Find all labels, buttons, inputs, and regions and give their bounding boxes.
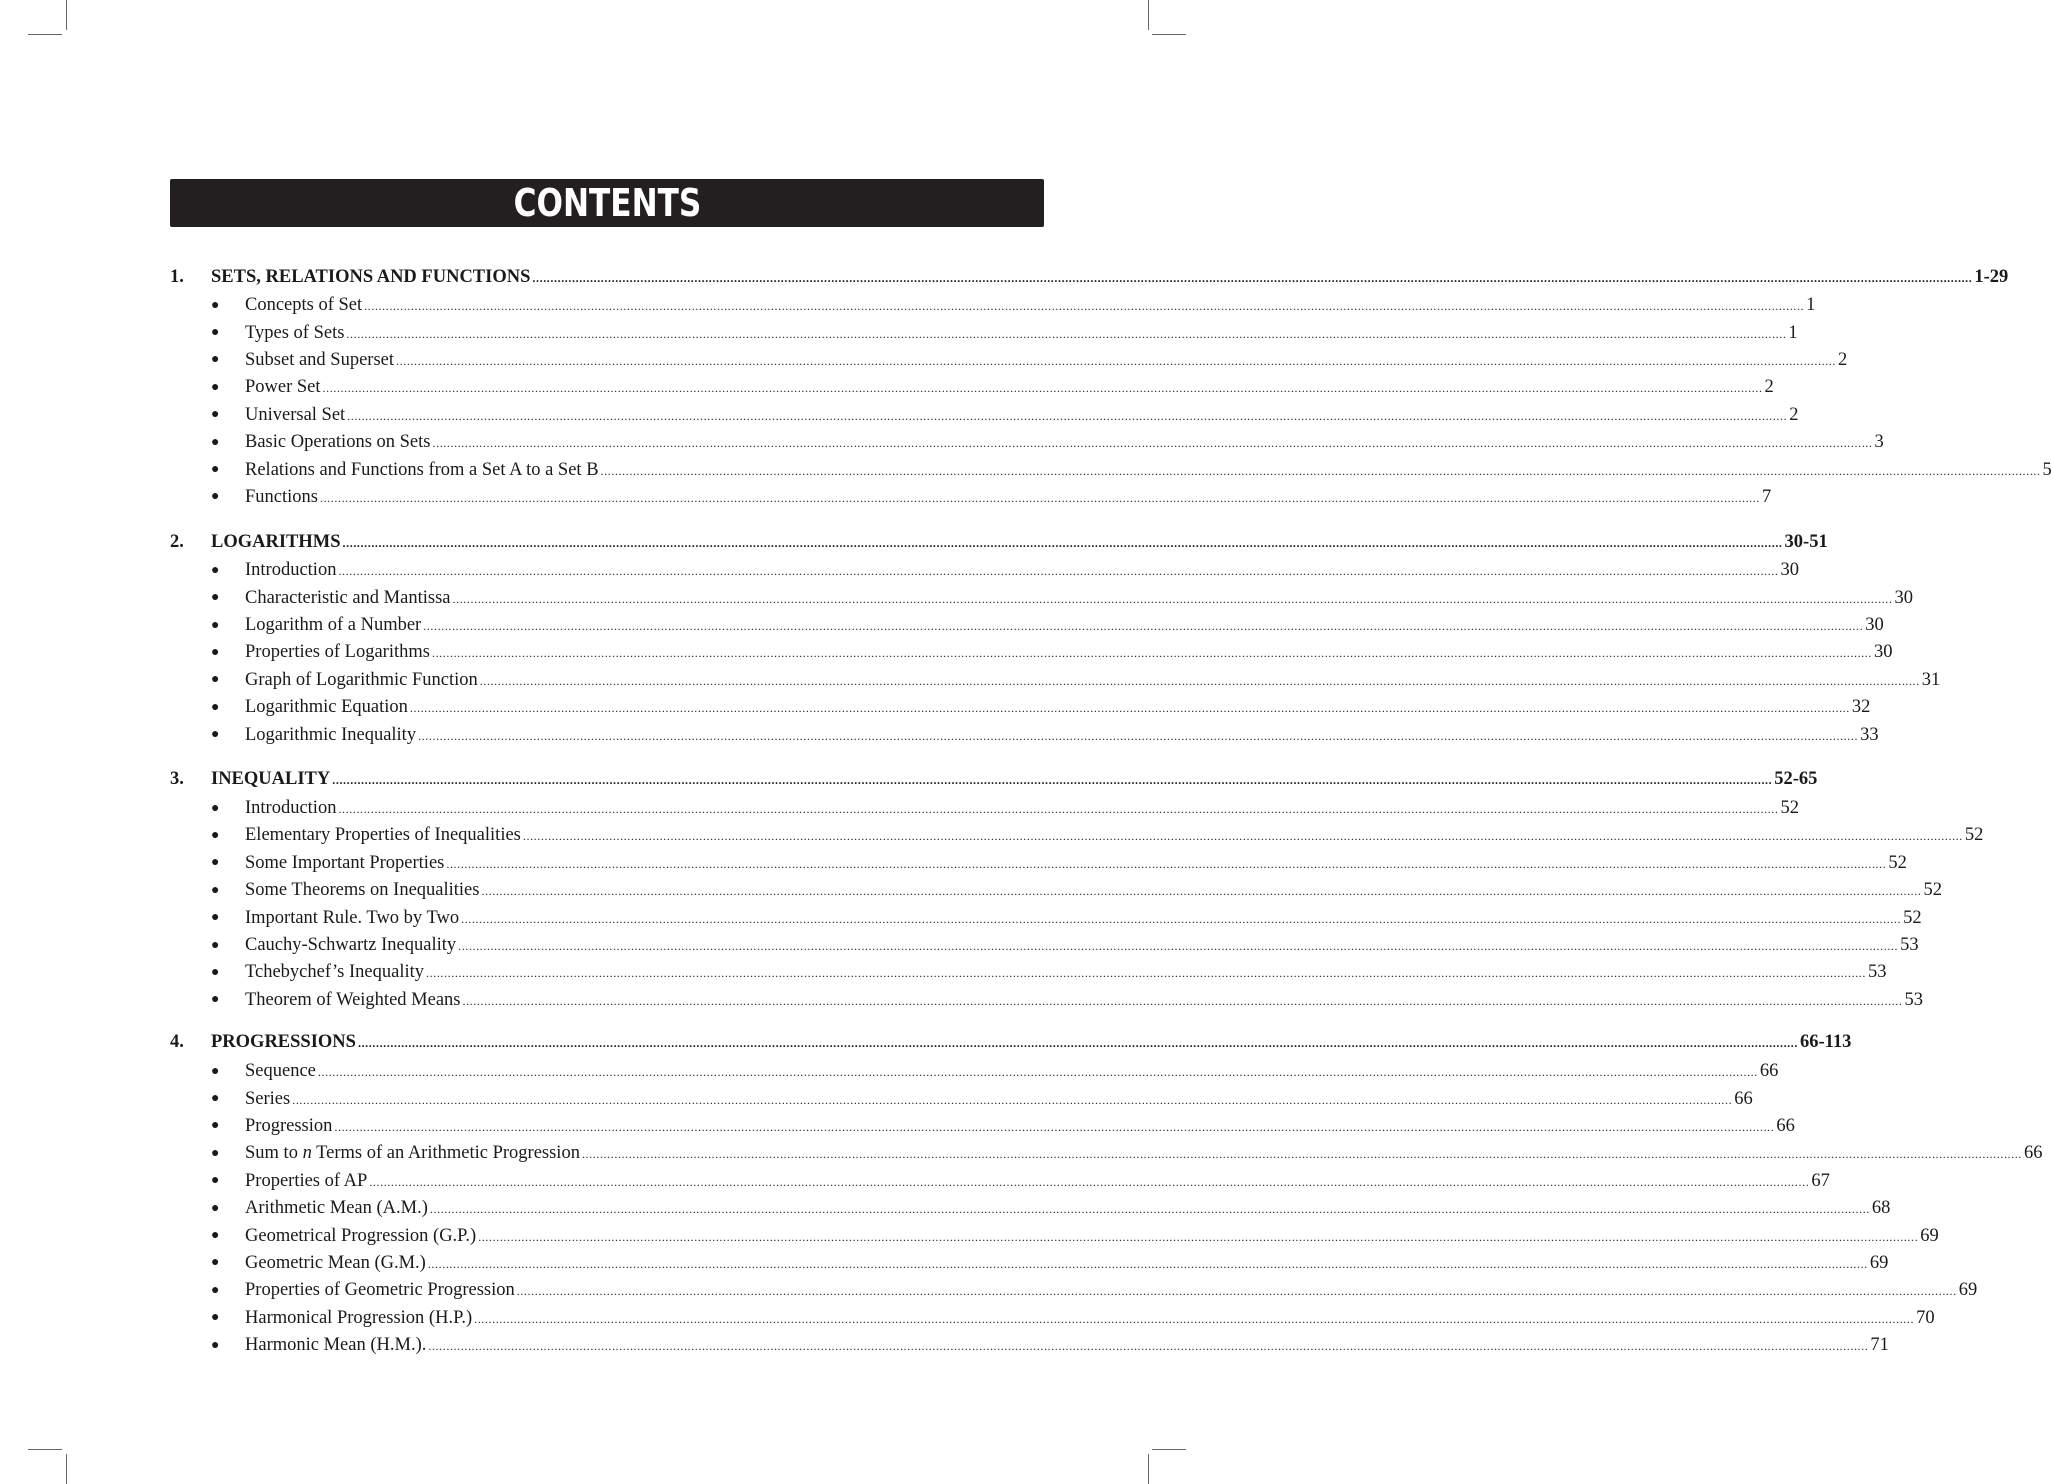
bullet-icon: ● — [211, 937, 220, 953]
list-item[interactable] — [170, 850, 1907, 877]
bullet-icon: ● — [211, 434, 220, 450]
dot-leader: ................................................................................................................................................................................................................................................................................................................................................................................................................ — [522, 829, 1963, 844]
chapter-leader — [211, 769, 1817, 790]
chapter-leader — [211, 532, 1828, 553]
bullet-icon: ● — [211, 827, 220, 843]
dot-leader: ................................................................................................................................................................................................................................................................................................................................................................................................................ — [481, 884, 1922, 899]
item-page: 1 — [1806, 295, 1816, 316]
item-leader — [245, 405, 1798, 426]
list-item[interactable] — [170, 612, 1884, 639]
item-page: 5 — [2042, 459, 2052, 480]
item-leader — [245, 1253, 1888, 1274]
chapter-heading[interactable] — [170, 527, 1828, 557]
item-label: Introduction — [245, 560, 337, 581]
chapter-number: 3. — [170, 769, 184, 790]
item-page: 69 — [1958, 1280, 1978, 1301]
item-label: Properties of Logarithms — [245, 642, 430, 663]
crop-mark — [28, 34, 62, 35]
item-label: Geometrical Progression (G.P.) — [245, 1225, 477, 1246]
dot-leader: ................................................................................................................................................................................................................................................................................................................................................................................................................ — [478, 1229, 1919, 1244]
dot-leader: ................................................................................................................................................................................................................................................................................................................................................................................................................ — [364, 299, 1805, 314]
item-leader — [245, 962, 1887, 983]
bullet-icon: ● — [211, 1173, 220, 1189]
dot-leader: ................................................................................................................................................................................................................................................................................................................................................................................................................ — [458, 939, 1899, 953]
dot-leader: ................................................................................................................................................................................................................................................................................................................................................................................................................ — [452, 591, 1893, 606]
chapter-page-range: 30-51 — [1784, 531, 1828, 552]
chapter-page-range: 1-29 — [1974, 266, 2009, 287]
chapter-number: 4. — [170, 1032, 184, 1053]
item-label: Functions — [245, 486, 318, 507]
bullet-icon: ● — [211, 297, 220, 313]
item-page: 71 — [1870, 1335, 1889, 1356]
dot-leader: ................................................................................................................................................................................................................................................................................................................................................................................................................ — [338, 564, 1779, 579]
list-item[interactable] — [170, 694, 1871, 721]
item-leader — [245, 1061, 1778, 1082]
item-page: 53 — [1900, 935, 1919, 955]
chapter-heading[interactable] — [170, 1028, 1852, 1058]
list-item[interactable] — [170, 585, 1913, 612]
item-label: Properties of Geometric Progression — [245, 1280, 515, 1301]
list-item[interactable] — [170, 639, 1893, 666]
item-page: 52 — [1780, 798, 1799, 819]
bullet-icon: ● — [211, 699, 220, 715]
list-item[interactable] — [170, 374, 1774, 401]
chapter-leader — [211, 267, 2008, 288]
dot-leader: ................................................................................................................................................................................................................................................................................................................................................................................................................ — [409, 701, 1850, 716]
item-page: 66 — [1776, 1115, 1795, 1136]
bullet-icon: ● — [211, 1310, 220, 1326]
item-page: 1 — [1788, 322, 1798, 343]
list-item[interactable] — [170, 1085, 1753, 1112]
item-leader — [245, 588, 1913, 609]
bullet-icon: ● — [211, 1282, 220, 1298]
list-item[interactable] — [170, 795, 1799, 822]
list-item[interactable] — [170, 1195, 1891, 1222]
dot-leader: ................................................................................................................................................................................................................................................................................................................................................................................................................ — [346, 326, 1787, 341]
crop-mark — [1152, 1449, 1186, 1450]
item-label: Some Important Properties — [245, 852, 445, 873]
item-leader — [245, 825, 1983, 846]
item-page: 66 — [1759, 1061, 1779, 1082]
list-item[interactable] — [170, 484, 1772, 511]
dot-leader: ................................................................................................................................................................................................................................................................................................................................................................................................................ — [322, 381, 1763, 396]
dot-leader: ................................................................................................................................................................................................................................................................................................................................................................................................................ — [461, 911, 1902, 926]
list-item[interactable] — [170, 822, 1984, 849]
table-of-contents — [170, 262, 2052, 1359]
list-item[interactable] — [170, 1250, 1889, 1277]
chapter-title: SETS, RELATIONS AND FUNCTIONS — [211, 266, 531, 287]
item-label: Harmonical Progression (H.P.) — [245, 1307, 473, 1328]
item-page: 30 — [1780, 560, 1799, 581]
dot-leader: ................................................................................................................................................................................................................................................................................................................................................................................................................ — [426, 966, 1867, 981]
dot-leader: ................................................................................................................................................................................................................................................................................................................................................................................................................ — [418, 728, 1859, 743]
list-item[interactable] — [170, 1222, 1939, 1249]
page-title: CONTENTS — [513, 181, 701, 225]
item-page: 69 — [1920, 1225, 1939, 1246]
item-leader — [245, 642, 1892, 663]
item-leader — [245, 560, 1799, 581]
bullet-icon: ● — [211, 562, 220, 578]
item-page: 53 — [1868, 962, 1887, 983]
list-item[interactable] — [170, 1305, 1935, 1332]
item-label: Some Theorems on Inequalities — [245, 880, 480, 901]
chapter-title: PROGRESSIONS — [211, 1032, 356, 1053]
list-item[interactable] — [170, 429, 1884, 456]
item-leader — [245, 350, 1847, 371]
list-item[interactable] — [170, 1113, 1795, 1140]
item-label: Properties of AP — [245, 1170, 368, 1191]
dot-leader: ................................................................................................................................................................................................................................................................................................................................................................................................................ — [319, 490, 1760, 505]
item-leader — [245, 697, 1870, 718]
item-label: Logarithmic Equation — [245, 697, 408, 718]
bullet-icon: ● — [211, 617, 220, 633]
dot-leader: ................................................................................................................................................................................................................................................................................................................................................................................................................ — [332, 773, 1773, 788]
item-page: 52 — [1923, 880, 1942, 901]
item-page: 33 — [1860, 724, 1879, 745]
bullet-icon: ● — [211, 644, 220, 660]
list-item[interactable] — [170, 1332, 1889, 1359]
dot-leader: ................................................................................................................................................................................................................................................................................................................................................................................................................ — [516, 1284, 1957, 1299]
dot-leader: ................................................................................................................................................................................................................................................................................................................................................................................................................ — [532, 270, 1973, 285]
item-page: 69 — [1869, 1252, 1889, 1273]
item-label: Subset and Superset — [245, 349, 395, 370]
dot-leader: ................................................................................................................................................................................................................................................................................................................................................................................................................ — [342, 535, 1783, 550]
dot-leader: ................................................................................................................................................................................................................................................................................................................................................................................................................ — [429, 1202, 1870, 1217]
bullet-icon: ● — [211, 1228, 220, 1244]
dot-leader: ................................................................................................................................................................................................................................................................................................................................................................................................................ — [334, 1119, 1775, 1134]
bullet-icon: ● — [211, 352, 220, 368]
item-leader — [245, 615, 1884, 636]
item-label: Logarithmic Inequality — [245, 724, 417, 745]
item-label: Basic Operations on Sets — [245, 432, 431, 453]
bullet-icon: ● — [211, 1200, 220, 1216]
item-label: Tchebychef’s Inequality — [245, 962, 425, 983]
item-leader — [245, 432, 1884, 453]
item-page: 52 — [1888, 852, 1907, 873]
list-item[interactable] — [170, 1140, 2043, 1167]
crop-mark — [28, 1449, 62, 1450]
bullet-icon: ● — [211, 672, 220, 688]
item-leader — [245, 1280, 1977, 1301]
list-item[interactable] — [170, 987, 1923, 1014]
item-leader — [245, 935, 1919, 956]
item-page: 66 — [1734, 1088, 1753, 1109]
item-label: Arithmetic Mean (A.M.) — [245, 1198, 428, 1219]
dot-leader: ................................................................................................................................................................................................................................................................................................................................................................................................................ — [462, 993, 1903, 1008]
dot-leader: ................................................................................................................................................................................................................................................................................................................................................................................................................ — [423, 619, 1864, 634]
item-page: 30 — [1894, 587, 1913, 608]
item-label: Cauchy-Schwartz Inequality — [245, 935, 457, 955]
bullet-icon: ● — [211, 462, 220, 478]
list-item[interactable] — [170, 959, 1887, 986]
chapter-title: INEQUALITY — [211, 769, 331, 790]
bullet-icon: ● — [211, 855, 220, 871]
dot-leader: ................................................................................................................................................................................................................................................................................................................................................................................................................ — [427, 1256, 1868, 1271]
item-page: 53 — [1904, 989, 1923, 1010]
item-leader — [245, 853, 1907, 874]
item-label: Theorem of Weighted Means — [245, 989, 461, 1010]
item-page: 31 — [1921, 669, 1941, 690]
list-item[interactable] — [170, 319, 1798, 346]
item-leader — [245, 377, 1774, 398]
item-label: Graph of Logarithmic Function — [245, 669, 478, 690]
dot-leader: ................................................................................................................................................................................................................................................................................................................................................................................................................ — [474, 1311, 1915, 1326]
bullet-icon: ● — [211, 325, 220, 341]
bullet-icon: ● — [211, 1145, 220, 1161]
item-leader — [245, 880, 1942, 901]
dot-leader: ................................................................................................................................................................................................................................................................................................................................................................................................................ — [600, 463, 2041, 478]
item-page: 52 — [1964, 825, 1984, 846]
list-item[interactable] — [170, 1058, 1779, 1085]
item-page: 2 — [1838, 349, 1848, 370]
contents-title-bar — [170, 179, 1044, 227]
bullet-icon: ● — [211, 407, 220, 423]
list-item[interactable] — [170, 667, 1941, 694]
item-label: Universal Set — [245, 404, 346, 425]
item-leader — [245, 725, 1879, 746]
crop-mark — [1148, 0, 1149, 30]
chapter-number: 2. — [170, 531, 184, 552]
list-item[interactable] — [170, 877, 1942, 904]
crop-mark — [66, 1454, 67, 1484]
item-page: 7 — [1761, 486, 1772, 507]
item-page: 68 — [1871, 1198, 1891, 1219]
bullet-icon: ● — [211, 1118, 220, 1134]
item-label: Concepts of Set — [245, 295, 363, 316]
list-item[interactable] — [170, 456, 2052, 483]
item-label: Geometric Mean (G.M.) — [245, 1252, 426, 1273]
item-leader — [245, 908, 1922, 929]
list-item[interactable] — [170, 347, 1848, 374]
item-label: Power Set — [245, 377, 321, 398]
item-label: Elementary Properties of Inequalities — [245, 825, 521, 846]
bullet-icon: ● — [211, 1337, 220, 1353]
list-item[interactable] — [170, 904, 1922, 931]
dot-leader: ................................................................................................................................................................................................................................................................................................................................................................................................................ — [479, 673, 1920, 688]
item-leader — [245, 1308, 1935, 1329]
item-label: Introduction — [245, 798, 337, 819]
dot-leader: ................................................................................................................................................................................................................................................................................................................................................................................................................ — [581, 1147, 2022, 1162]
dot-leader: ................................................................................................................................................................................................................................................................................................................................................................................................................ — [428, 1339, 1869, 1354]
item-leader — [245, 487, 1771, 508]
chapter-number: 1. — [170, 266, 184, 287]
bullet-icon: ● — [211, 910, 220, 926]
dot-leader: ................................................................................................................................................................................................................................................................................................................................................................................................................ — [446, 856, 1887, 871]
chapter-page-range: 66-113 — [1799, 1032, 1852, 1053]
item-label: Important Rule. Two by Two — [245, 907, 460, 928]
bullet-icon: ● — [211, 882, 220, 898]
item-page: 32 — [1851, 697, 1871, 718]
item-leader — [245, 1335, 1889, 1356]
bullet-icon: ● — [211, 590, 220, 606]
list-item[interactable] — [170, 721, 1879, 748]
chapter-page-range: 52-65 — [1774, 769, 1818, 790]
item-leader — [245, 1143, 2042, 1164]
bullet-icon: ● — [211, 379, 220, 395]
item-page: 2 — [1764, 377, 1774, 398]
list-item[interactable] — [170, 402, 1799, 429]
chapter-heading[interactable] — [170, 262, 2009, 292]
list-item[interactable] — [170, 1168, 1830, 1195]
dot-leader: ................................................................................................................................................................................................................................................................................................................................................................................................................ — [347, 408, 1788, 423]
list-item[interactable] — [170, 1277, 1978, 1304]
item-page: 30 — [1865, 615, 1884, 636]
item-leader — [245, 1198, 1890, 1219]
crop-mark — [66, 0, 67, 30]
item-leader — [245, 323, 1798, 344]
bullet-icon: ● — [211, 1063, 220, 1079]
item-label: Sequence — [245, 1061, 316, 1082]
item-page: 70 — [1916, 1307, 1935, 1328]
bullet-icon: ● — [211, 800, 220, 816]
item-leader — [245, 1116, 1795, 1137]
chapter-leader — [211, 1032, 1851, 1053]
list-item[interactable] — [170, 932, 1919, 959]
item-page: 3 — [1874, 432, 1884, 453]
bullet-icon: ● — [211, 489, 220, 505]
dot-leader: ................................................................................................................................................................................................................................................................................................................................................................................................................ — [317, 1065, 1758, 1080]
item-label: Logarithm of a Number — [245, 615, 422, 636]
bullet-icon: ● — [211, 992, 220, 1008]
crop-mark — [1152, 34, 1186, 35]
chapter-heading[interactable] — [170, 765, 1818, 795]
item-page: 66 — [2023, 1143, 2043, 1164]
item-label: Types of Sets — [245, 322, 345, 343]
dot-leader: ................................................................................................................................................................................................................................................................................................................................................................................................................ — [431, 646, 1872, 661]
item-page: 2 — [1789, 404, 1799, 425]
item-leader — [245, 295, 1815, 316]
item-leader — [245, 1089, 1753, 1110]
list-item[interactable] — [170, 292, 1816, 319]
bullet-icon: ● — [211, 964, 220, 980]
dot-leader: ................................................................................................................................................................................................................................................................................................................................................................................................................ — [396, 353, 1837, 368]
item-label: Series — [245, 1088, 291, 1109]
item-leader — [245, 460, 2052, 481]
bullet-icon: ● — [211, 1091, 220, 1107]
item-label: Characteristic and Mantissa — [245, 587, 451, 608]
item-page: 67 — [1811, 1170, 1830, 1191]
list-item[interactable] — [170, 557, 1799, 584]
item-leader — [245, 670, 1940, 691]
item-leader — [245, 1171, 1830, 1192]
chapter-title: LOGARITHMS — [211, 531, 341, 552]
dot-leader: ................................................................................................................................................................................................................................................................................................................................................................................................................ — [432, 436, 1873, 451]
item-page: 52 — [1903, 907, 1922, 928]
dot-leader: ................................................................................................................................................................................................................................................................................................................................................................................................................ — [357, 1036, 1798, 1051]
crop-mark — [1148, 1454, 1149, 1484]
item-page: 30 — [1873, 642, 1893, 663]
item-leader — [245, 1226, 1939, 1247]
dot-leader: ................................................................................................................................................................................................................................................................................................................................................................................................................ — [338, 802, 1779, 817]
item-leader — [245, 990, 1923, 1011]
dot-leader: ................................................................................................................................................................................................................................................................................................................................................................................................................ — [369, 1174, 1810, 1189]
dot-leader: ................................................................................................................................................................................................................................................................................................................................................................................................................ — [292, 1092, 1733, 1107]
item-label: Sum to n Terms of an Arithmetic Progression — [245, 1143, 580, 1164]
bullet-icon: ● — [211, 727, 220, 743]
bullet-icon: ● — [211, 1255, 220, 1271]
item-label: Harmonic Mean (H.M.). — [245, 1335, 427, 1356]
item-leader — [245, 798, 1799, 819]
item-label: Progression — [245, 1115, 333, 1136]
item-label: Relations and Functions from a Set A to a Set B — [245, 459, 599, 480]
